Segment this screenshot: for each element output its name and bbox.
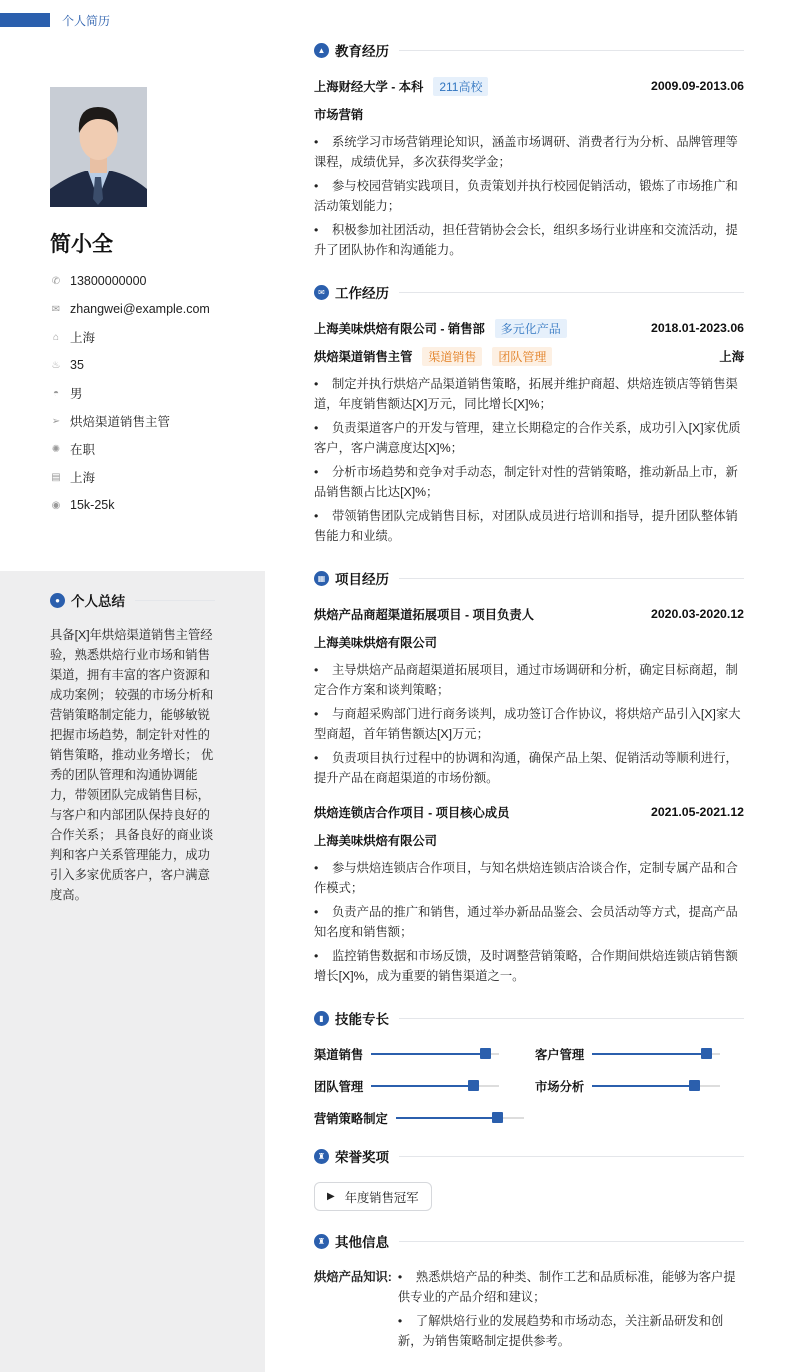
skill-name: 营销策略制定 — [314, 1112, 388, 1126]
school-tag: 211高校 — [433, 77, 488, 96]
skill-slider — [592, 1085, 720, 1087]
header-title: 个人简历 — [62, 14, 111, 28]
section-title: 技能专长 — [335, 1012, 389, 1027]
section-title: 个人总结 — [71, 594, 125, 609]
phone-icon: ✆ — [51, 275, 61, 287]
award-icon: ♜ — [314, 1149, 329, 1164]
section-title: 教育经历 — [335, 44, 389, 59]
section-title: 工作经历 — [335, 286, 389, 301]
project-name: 烘焙产品商超渠道拓展项目 - 项目负责人 — [314, 608, 534, 622]
work-location: 上海 — [719, 350, 744, 364]
list-item: • 参与校园营销实践项目，负责策划并执行校园促销活动，锻炼了市场推广和活动策划能力； — [314, 179, 738, 213]
skill-slider — [371, 1053, 499, 1055]
project-company: 上海美味烘焙有限公司 — [314, 834, 437, 848]
education-date: 2009.09-2013.06 — [651, 79, 744, 93]
summary-text: 具备[X]年烘焙渠道销售主管经验，熟悉烘焙行业市场和销售渠道，拥有丰富的客户资源和成功案例； 较强的市场分析和营销策略制定能力，能够敏锐把握市场趋势，制定针对性的销售策略，推动业务增长； 优秀的团队管理和沟通协调能力，带领团队完成销售目标，与客户和内部团队保持良好的合作关系； 具备良好的商业谈判和客户关系管理能力，成功引入多家优质客户，客户满意度高。 — [50, 628, 214, 902]
list-item: • 制定并执行烘焙产品渠道销售策略，拓展并维护商超、烘焙连锁店等销售渠道，年度销售额达[X]万元，同比增长[X]%； — [314, 377, 738, 411]
contact-text: 在职 — [70, 443, 96, 457]
skill-thumb — [701, 1048, 712, 1059]
other-label: 烘焙产品知识: — [314, 1270, 392, 1284]
skill-item — [535, 1076, 744, 1096]
contact-text: zhangwei@example.com — [70, 302, 210, 316]
cake-icon: ♨ — [51, 359, 61, 371]
list-item: • 分析市场趋势和竞争对手动态，制定针对性的营销策略，推动新品上市，新品销售额占比达[X]%； — [314, 465, 738, 499]
major: 市场营销 — [314, 108, 364, 122]
list-item: • 了解烘焙行业的发展趋势和市场动态，关注新品研发和创新，为销售策略制定提供参考。 — [397, 1314, 724, 1348]
list-item: • 监控销售数据和市场反馈，及时调整营销策略，合作期间烘焙连锁店销售额增长[X]%，成为重要的销售渠道之一。 — [314, 949, 738, 983]
info-icon: ♜ — [314, 1234, 329, 1249]
contact-text: 上海 — [70, 471, 96, 485]
skill-slider — [592, 1053, 720, 1055]
contact-phone — [50, 267, 210, 295]
grid-icon: ▦ — [314, 571, 329, 586]
skill-slider — [396, 1117, 524, 1119]
project-item — [314, 604, 744, 788]
project-date: 2021.05-2021.12 — [651, 805, 744, 819]
list-item: • 负责产品的推广和销售，通过举办新品品鉴会、会员活动等方式，提高产品知名度和销售额； — [314, 905, 738, 939]
divider — [399, 578, 744, 579]
award-item[interactable] — [314, 1182, 432, 1211]
section-title: 项目经历 — [335, 572, 389, 587]
contact-text: 男 — [70, 387, 83, 401]
skill-fill — [396, 1117, 498, 1119]
skill-name: 客户管理 — [535, 1048, 585, 1062]
project-item — [314, 802, 744, 986]
project-company: 上海美味烘焙有限公司 — [314, 636, 437, 650]
contact-status — [50, 435, 210, 463]
status-icon: ✺ — [51, 443, 61, 455]
awards-section — [314, 1146, 744, 1231]
salary-icon: ◉ — [51, 499, 61, 511]
contact-text: 13800000000 — [70, 274, 147, 288]
contact-salary — [50, 491, 210, 519]
contact-age — [50, 351, 210, 379]
skill-thumb — [468, 1080, 479, 1091]
divider — [399, 292, 744, 293]
contact-home — [50, 323, 210, 351]
skill-name: 市场分析 — [535, 1080, 585, 1094]
section-title: 其他信息 — [335, 1235, 389, 1250]
main-content — [314, 40, 744, 1355]
skill-fill — [371, 1053, 486, 1055]
contact-text: 烘焙渠道销售主管 — [70, 415, 171, 429]
user-icon: ● — [50, 593, 65, 608]
contact-position — [50, 407, 210, 435]
skill-name: 团队管理 — [314, 1080, 364, 1094]
home-icon: ⌂ — [52, 331, 60, 343]
contact-gender — [50, 379, 210, 407]
other-section — [314, 1231, 744, 1355]
skill-item — [535, 1044, 744, 1064]
mail-icon: ✉ — [51, 303, 61, 315]
contact-list — [50, 267, 210, 519]
bar-chart-icon: ▮ — [314, 1011, 329, 1026]
list-item: • 负责项目执行过程中的协调和沟通，确保产品上架、促销活动等顺利进行，提升产品在商超渠道的市场份额。 — [314, 751, 738, 785]
summary-header — [50, 590, 215, 610]
divider — [135, 600, 215, 601]
list-item: • 与商超采购部门进行商务谈判，成功签订合作协议，将烘焙产品引入[X]家大型商超，首年销售额达[X]万元； — [314, 707, 741, 741]
contact-text: 15k-25k — [70, 498, 115, 512]
contact-email — [50, 295, 210, 323]
work-section — [314, 282, 744, 546]
skill-fill — [371, 1085, 473, 1087]
divider — [399, 1241, 744, 1242]
list-item: • 积极参加社团活动，担任营销协会会长，组织多场行业讲座和交流活动，提升了团队协作和沟通能力。 — [314, 223, 738, 257]
building-icon: ▤ — [51, 471, 61, 483]
divider — [399, 50, 744, 51]
company-tag: 多元化产品 — [495, 319, 567, 338]
skills-section — [314, 1008, 744, 1128]
work-date: 2018.01-2023.06 — [651, 321, 744, 335]
school-name: 上海财经大学 - 本科 — [314, 80, 424, 94]
skill-item — [314, 1076, 535, 1096]
gender-icon: ◓ — [52, 387, 60, 399]
project-date: 2020.03-2020.12 — [651, 607, 744, 621]
projects-section — [314, 568, 744, 986]
list-item: • 参与烘焙连锁店合作项目，与知名烘焙连锁店洽谈合作，定制专属产品和合作模式； — [314, 861, 738, 895]
send-icon: ➢ — [51, 415, 61, 427]
award-label: 年度销售冠军 — [344, 1190, 419, 1205]
contact-city — [50, 463, 210, 491]
skill-name: 渠道销售 — [314, 1048, 364, 1062]
work-bullets — [314, 374, 744, 546]
list-item: • 负责渠道客户的开发与管理，建立长期稳定的合作关系，成功引入[X]家优质客户，客户满意度达[X]%； — [314, 421, 741, 455]
briefcase-icon: ✉ — [314, 285, 329, 300]
company-name: 上海美味烘焙有限公司 - 销售部 — [314, 322, 485, 336]
role-tag: 团队管理 — [492, 347, 552, 366]
header-accent-bar — [0, 13, 50, 27]
skill-thumb — [689, 1080, 700, 1091]
divider — [399, 1156, 744, 1157]
play-icon: ▶ — [327, 1191, 335, 1202]
contact-text: 35 — [70, 358, 84, 372]
list-item: • 熟悉烘焙产品的种类、制作工艺和品质标准，能够为客户提供专业的产品介绍和建议； — [397, 1270, 736, 1304]
role-tag: 渠道销售 — [422, 347, 482, 366]
job-role: 烘焙渠道销售主管 — [314, 350, 413, 364]
graduation-cap-icon: ▲ — [314, 43, 329, 58]
profile-photo — [50, 87, 147, 207]
skill-thumb — [480, 1048, 491, 1059]
education-bullets — [314, 132, 744, 260]
skill-slider — [371, 1085, 499, 1087]
skill-item — [314, 1044, 535, 1064]
section-title: 荣誉奖项 — [335, 1150, 389, 1165]
divider — [399, 1018, 744, 1019]
education-section — [314, 40, 744, 260]
list-item: • 带领销售团队完成销售目标，对团队成员进行培训和指导，提升团队整体销售能力和业绩。 — [314, 509, 738, 543]
contact-text: 上海 — [70, 331, 96, 345]
skill-fill — [592, 1085, 694, 1087]
project-name: 烘焙连锁店合作项目 - 项目核心成员 — [314, 806, 510, 820]
skill-thumb — [492, 1112, 503, 1123]
skill-item — [314, 1108, 535, 1128]
profile-name: 简小全 — [50, 233, 113, 256]
list-item: • 主导烘焙产品商超渠道拓展项目，通过市场调研和分析，确定目标商超，制定合作方案和谈判策略； — [314, 663, 738, 697]
skill-fill — [592, 1053, 707, 1055]
list-item: • 系统学习市场营销理论知识，涵盖市场调研、消费者行为分析、品牌管理等课程，成绩优异，多次获得奖学金； — [314, 135, 738, 169]
